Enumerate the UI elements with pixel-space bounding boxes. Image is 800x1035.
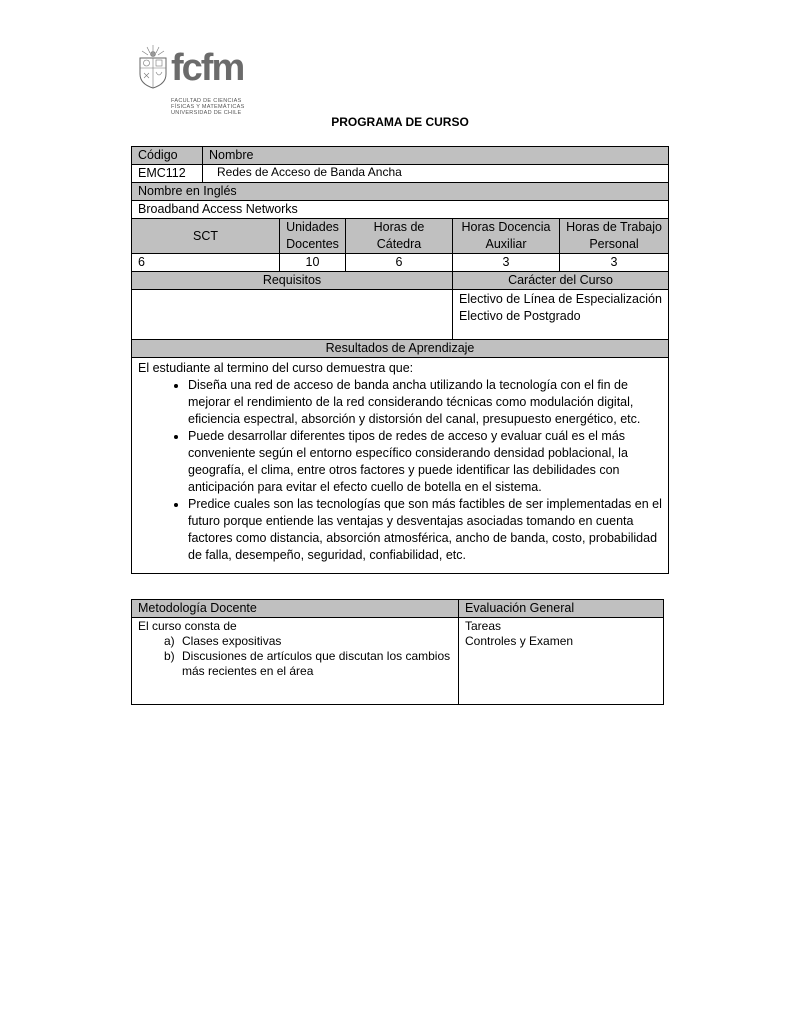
subtitle-line: FACULTAD DE CIENCIAS [171,98,242,104]
codigo-label: Código [132,147,203,165]
evaluacion-content [459,618,664,705]
horas-catedra-header: Horas de Cátedra [346,219,453,254]
subtitle-line: FÍSICAS Y MATEMÁTICAS [171,104,245,110]
list-text: Discusiones de artículos que discutan los cambios más recientes en el área [182,649,451,678]
unidades-docentes-value: 10 [280,254,346,272]
sct-value: 6 [132,254,280,272]
resultados-label: Resultados de Aprendizaje [132,340,669,358]
metodologia-table [131,599,664,705]
caracter-item: Electivo de Línea de Especialización [459,292,662,306]
english-name-label: Nombre en Inglés [132,183,669,201]
list-item: • Puede desarrollar diferentes tipos de redes de acceso y evaluar cuál es el más conveniente según el entorno específico considerando densidad poblacional, la geografía, el clima, entre otros factores y puede identificar las debilidades con anticipación para evitar el efecto cuello de botella en el sistema. [188,428,662,496]
fcfm-wordmark: fcfm [171,47,244,89]
requisitos-label: Requisitos [132,272,453,290]
list-marker: a) [164,634,175,648]
fcfm-logo [137,44,257,118]
evaluacion-label: Evaluación General [459,600,664,618]
list-item [138,634,452,649]
resultados-intro: El estudiante al termino del curso demuestra que: [138,361,414,375]
metodologia-label: Metodología Docente [132,600,459,618]
horas-catedra-value: 6 [346,254,453,272]
page-title: PROGRAMA DE CURSO [331,115,469,129]
sct-header: SCT [132,219,280,254]
requisitos-value [132,290,453,340]
list-item: • Diseña una red de acceso de banda ancha utilizando la tecnología con el fin de mejorar el rendimiento de la red considerando técnicas como modulación digital, eficiencia espectral, absorción y distorsión del canal, presupuesto energético, etc. [188,377,662,428]
subtitle-line: UNIVERSIDAD DE CHILE [171,110,242,116]
evaluacion-item: Controles y Examen [465,634,574,648]
list-marker: b) [164,649,175,663]
caracter-item: Electivo de Postgrado [459,309,581,323]
university-crest-icon [137,44,169,90]
list-text: Clases expositivas [182,634,282,648]
metodologia-list [138,634,452,679]
list-item [138,649,452,679]
course-table [131,146,669,574]
unidades-docentes-header: Unidades Docentes [280,219,346,254]
course-code: EMC112 [132,165,203,183]
caracter-value [453,290,669,340]
metodologia-intro: El curso consta de [138,619,237,633]
horas-auxiliar-value: 3 [453,254,560,272]
list-item: • Predice cuales son las tecnologías que son más factibles de ser implementadas en el futuro porque entiende las ventajas y desventajas asociadas tomando en cuenta factores como distancia, absorción atmosférica, ancho de banda, costo, probabilidad de falla, desempeño, seguridad, confiabilidad, etc. [188,496,662,564]
faculty-subtitle [171,98,245,116]
horas-trabajo-value: 3 [560,254,669,272]
resultados-content [132,358,669,574]
nombre-label: Nombre [203,147,669,165]
evaluacion-item: Tareas [465,619,502,633]
english-name: Broadband Access Networks [132,201,669,219]
resultados-list [138,377,662,564]
horas-trabajo-header: Horas de Trabajo Personal [560,219,669,254]
horas-auxiliar-header: Horas Docencia Auxiliar [453,219,560,254]
metodologia-content [132,618,459,705]
course-name: Redes de Acceso de Banda Ancha [203,165,669,183]
caracter-label: Carácter del Curso [453,272,669,290]
